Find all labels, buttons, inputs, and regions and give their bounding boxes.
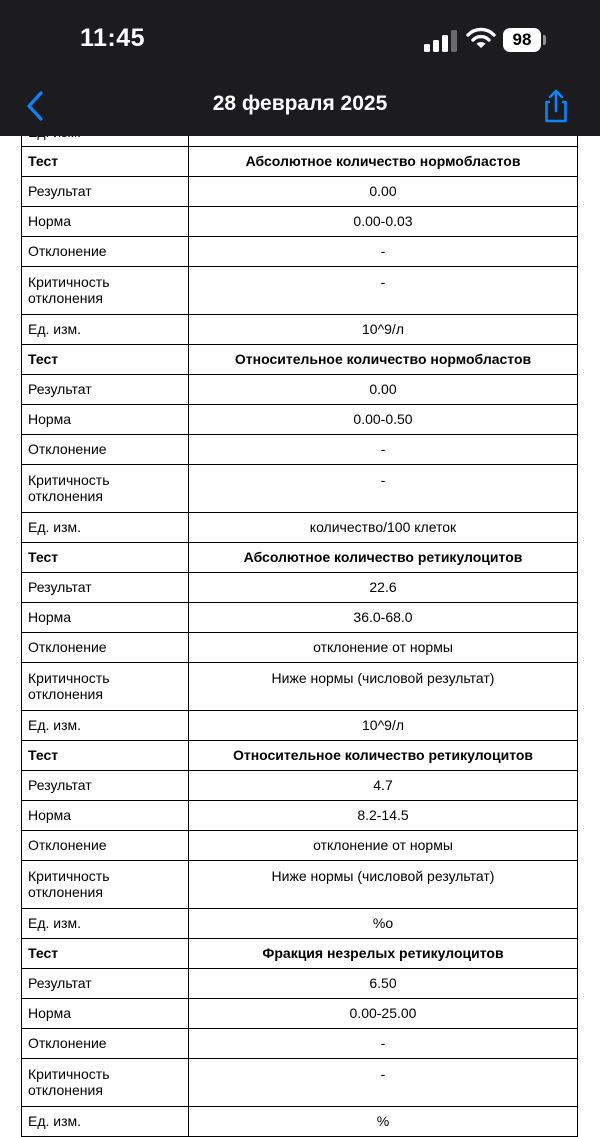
navigation-bar [0, 0, 600, 136]
row-value: - [189, 1029, 578, 1059]
row-label: Тест [22, 939, 189, 969]
row-label: Ед. изм. [22, 909, 189, 939]
row-value: - [189, 465, 578, 513]
result-row [22, 177, 578, 207]
row-value: - [189, 435, 578, 465]
row-value: отклонение от нормы [189, 831, 578, 861]
page-title: 28 февраля 2025 [212, 92, 388, 115]
row-label: Норма [22, 603, 189, 633]
row-label: Результат [22, 771, 189, 801]
row-value: 36.0-68.0 [189, 603, 578, 633]
test-name: Относительное количество нормобластов [189, 345, 578, 375]
test-name: Абсолютное количество ретикулоцитов [189, 543, 578, 573]
criticality-row [22, 1059, 578, 1107]
row-label: Отклонение [22, 831, 189, 861]
row-value: 0.00-0.50 [189, 405, 578, 435]
unit-row [22, 1107, 578, 1137]
row-value: % [189, 1107, 578, 1137]
criticality-row [22, 465, 578, 513]
row-value: 0.00-25.00 [189, 999, 578, 1029]
row-value: 0.00 [189, 177, 578, 207]
row-label: Тест [22, 543, 189, 573]
row-value: Ниже нормы (числовой результат) [189, 861, 578, 909]
row-value: - [189, 237, 578, 267]
test-name-row [22, 147, 578, 177]
norm-row [22, 801, 578, 831]
row-label: Тест [22, 147, 189, 177]
test-name: Абсолютное количество нормобластов [189, 147, 578, 177]
row-label: Ед. изм. [22, 513, 189, 543]
unit-row [22, 513, 578, 543]
row-label: Отклонение [22, 237, 189, 267]
row-label: Ед. изм. [22, 1107, 189, 1137]
deviation-row [22, 633, 578, 663]
deviation-row [22, 831, 578, 861]
unit-row [22, 909, 578, 939]
cellular-signal-icon [424, 28, 460, 52]
norm-row [22, 405, 578, 435]
row-value: 22.6 [189, 573, 578, 603]
test-name-row [22, 543, 578, 573]
row-label: Критичность отклонения [22, 663, 189, 711]
row-value: - [189, 267, 578, 315]
deviation-row [22, 237, 578, 267]
criticality-row [22, 861, 578, 909]
row-label: Критичность отклонения [22, 861, 189, 909]
row-value: 10^9/л [189, 315, 578, 345]
row-label: Результат [22, 969, 189, 999]
row-label: Ед. изм. [22, 711, 189, 741]
row-value: 4.7 [189, 771, 578, 801]
battery-level: 98 [503, 28, 541, 52]
row-label: Отклонение [22, 633, 189, 663]
results-table [21, 115, 578, 1137]
row-label: Норма [22, 207, 189, 237]
criticality-row [22, 267, 578, 315]
row-label: Критичность отклонения [22, 1059, 189, 1107]
wifi-icon [466, 26, 496, 50]
deviation-row [22, 1029, 578, 1059]
row-value: 8.2-14.5 [189, 801, 578, 831]
row-value: - [189, 1059, 578, 1107]
row-label: Норма [22, 999, 189, 1029]
norm-row [22, 999, 578, 1029]
row-label: Критичность отклонения [22, 465, 189, 513]
row-label: Норма [22, 801, 189, 831]
row-label: Критичность отклонения [22, 267, 189, 315]
row-value: 10^9/л [189, 711, 578, 741]
row-label: Отклонение [22, 1029, 189, 1059]
row-value: количество/100 клеток [189, 513, 578, 543]
row-label: Результат [22, 573, 189, 603]
test-name-row [22, 345, 578, 375]
unit-row [22, 315, 578, 345]
row-value: Ниже нормы (числовой результат) [189, 663, 578, 711]
row-label: Норма [22, 405, 189, 435]
row-label: Результат [22, 177, 189, 207]
row-value: %о [189, 909, 578, 939]
row-value: 0.00-0.03 [189, 207, 578, 237]
test-name-row [22, 939, 578, 969]
unit-row [22, 711, 578, 741]
deviation-row [22, 435, 578, 465]
row-label: Ед. изм. [22, 315, 189, 345]
result-row [22, 969, 578, 999]
result-row [22, 375, 578, 405]
row-value: 6.50 [189, 969, 578, 999]
row-value: отклонение от нормы [189, 633, 578, 663]
row-value: 0.00 [189, 375, 578, 405]
row-label: Тест [22, 345, 189, 375]
result-row [22, 573, 578, 603]
criticality-row [22, 663, 578, 711]
test-name-row [22, 741, 578, 771]
share-icon[interactable] [540, 88, 572, 124]
row-label: Результат [22, 375, 189, 405]
test-name: Фракция незрелых ретикулоцитов [189, 939, 578, 969]
battery-tip [543, 35, 546, 45]
result-row [22, 771, 578, 801]
row-label: Отклонение [22, 435, 189, 465]
norm-row [22, 207, 578, 237]
norm-row [22, 603, 578, 633]
test-name: Относительное количество ретикулоцитов [189, 741, 578, 771]
status-time: 11:45 [80, 24, 146, 52]
row-label: Тест [22, 741, 189, 771]
